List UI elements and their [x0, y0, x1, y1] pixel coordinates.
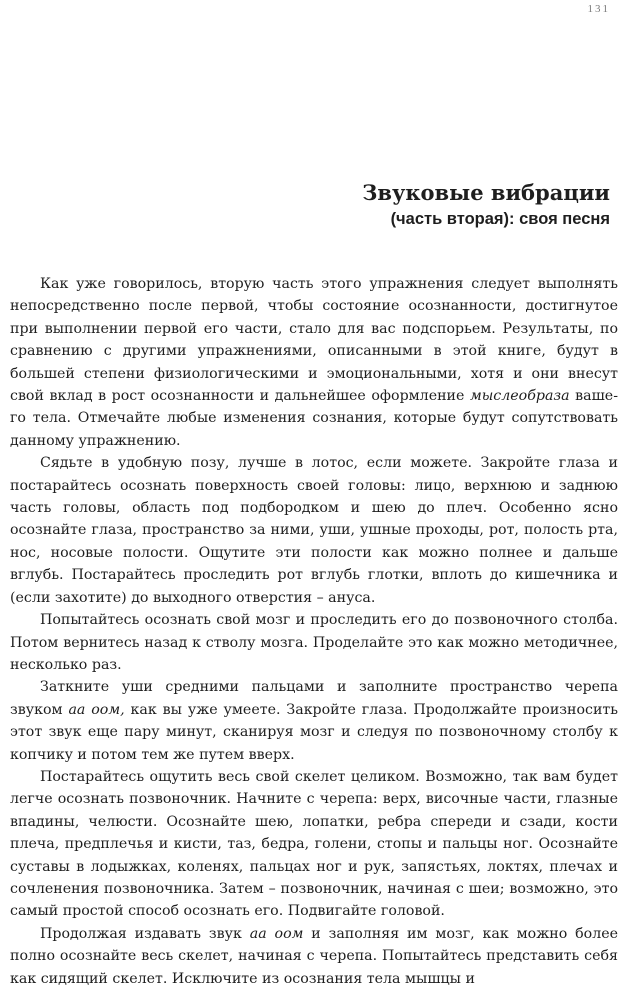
- paragraph: [10, 452, 618, 609]
- text-run: Как уже говорилось, вторую часть этого упражнения следует выполнять непосредственно после первой, чтобы состояние осознанности, достигнутое при выполнении первой его части, стало для вас подспорьем. Результаты, по сравнению с другими упражнениями, описанными в этой книге, будут в большей степени физиологическими и эмоциональными, хотя и они внесут свой вклад в рост осознанности и дальнейшее оформление: [10, 276, 618, 405]
- text-run-italic: мыслеобраза: [469, 388, 570, 405]
- text-run: Сядьте в удобную позу, лучше в лотос, если можете. Закройте глаза и постарайтесь осознать поверхность своей головы: лицо, верхнюю и заднюю часть головы, область под подбородком и шею до плеч. Особенно ясно осознайте глаза, пространство за ними, уши, ушные проходы, рот, полость рта, нос, носовые полости. Ощутите эти полости как можно полнее и дальше вглубь. Постарайтесь проследить рот вглубь глотки, вплоть до кишечника и (если захотите) до выходного отверстия – ануса.: [10, 455, 618, 606]
- text-run-italic: аа оом: [249, 925, 304, 942]
- paragraph: [10, 766, 618, 923]
- text-run: Заткните уши средними пальцами и заполните пространство черепа звуком: [10, 679, 618, 718]
- chapter-subtitle: (часть вторая): своя песня: [390, 210, 610, 228]
- text-run: Продолжая издавать звук: [40, 925, 250, 942]
- paragraph: [10, 609, 618, 676]
- text-run: вашего тела. Отмечайте любые изменения сознания, которые будут сопутствовать данному упражнению.: [10, 388, 618, 449]
- text-run: и заполняя им мозг, как можно более полно осознайте весь скелет, начиная с черепа. Попытайтесь представить себя как сидящий скелет. Исключите из осознания тела мышцы и: [10, 925, 619, 987]
- paragraph: [10, 273, 618, 452]
- text-run: Попытайтесь осознать свой мозг и проследить его до позвоночного столба. Потом вернитесь назад к стволу мозга. Проделайте это как можно методичнее, несколько раз.: [10, 612, 618, 673]
- chapter-title: Звуковые вибрации: [362, 180, 610, 205]
- page-number: 131: [587, 3, 610, 15]
- body-text: [10, 273, 618, 990]
- text-run: как вы уже умеете. Закройте глаза. Продолжайте произносить этот звук еще пару минут, сканируя мозг и следуя по позвоночному столбу к копчику и потом тем же путем вверх.: [10, 701, 618, 763]
- paragraph: [10, 676, 618, 766]
- text-run-italic: аа оом,: [68, 701, 125, 718]
- text-run: Постарайтесь ощутить весь свой скелет целиком. Возможно, так вам будет легче осознать позвоночник. Начните с черепа: верх, височные части, глазные впадины, челюсти. Осознайте шею, лопатки, ребра спереди и сзади, кости плеча, предплечья и кисти, таз, бедра, голени, стопы и пальцы ног. Осознайте суставы в лодыжках, коленях, пальцах ног и рук, запястьях, локтях, плечах и сочленения позвоночника. Затем – позвоночник, начиная с шеи; возможно, это самый простой способ осознать его. Подвигайте головой.: [10, 768, 618, 920]
- paragraph: [10, 923, 618, 990]
